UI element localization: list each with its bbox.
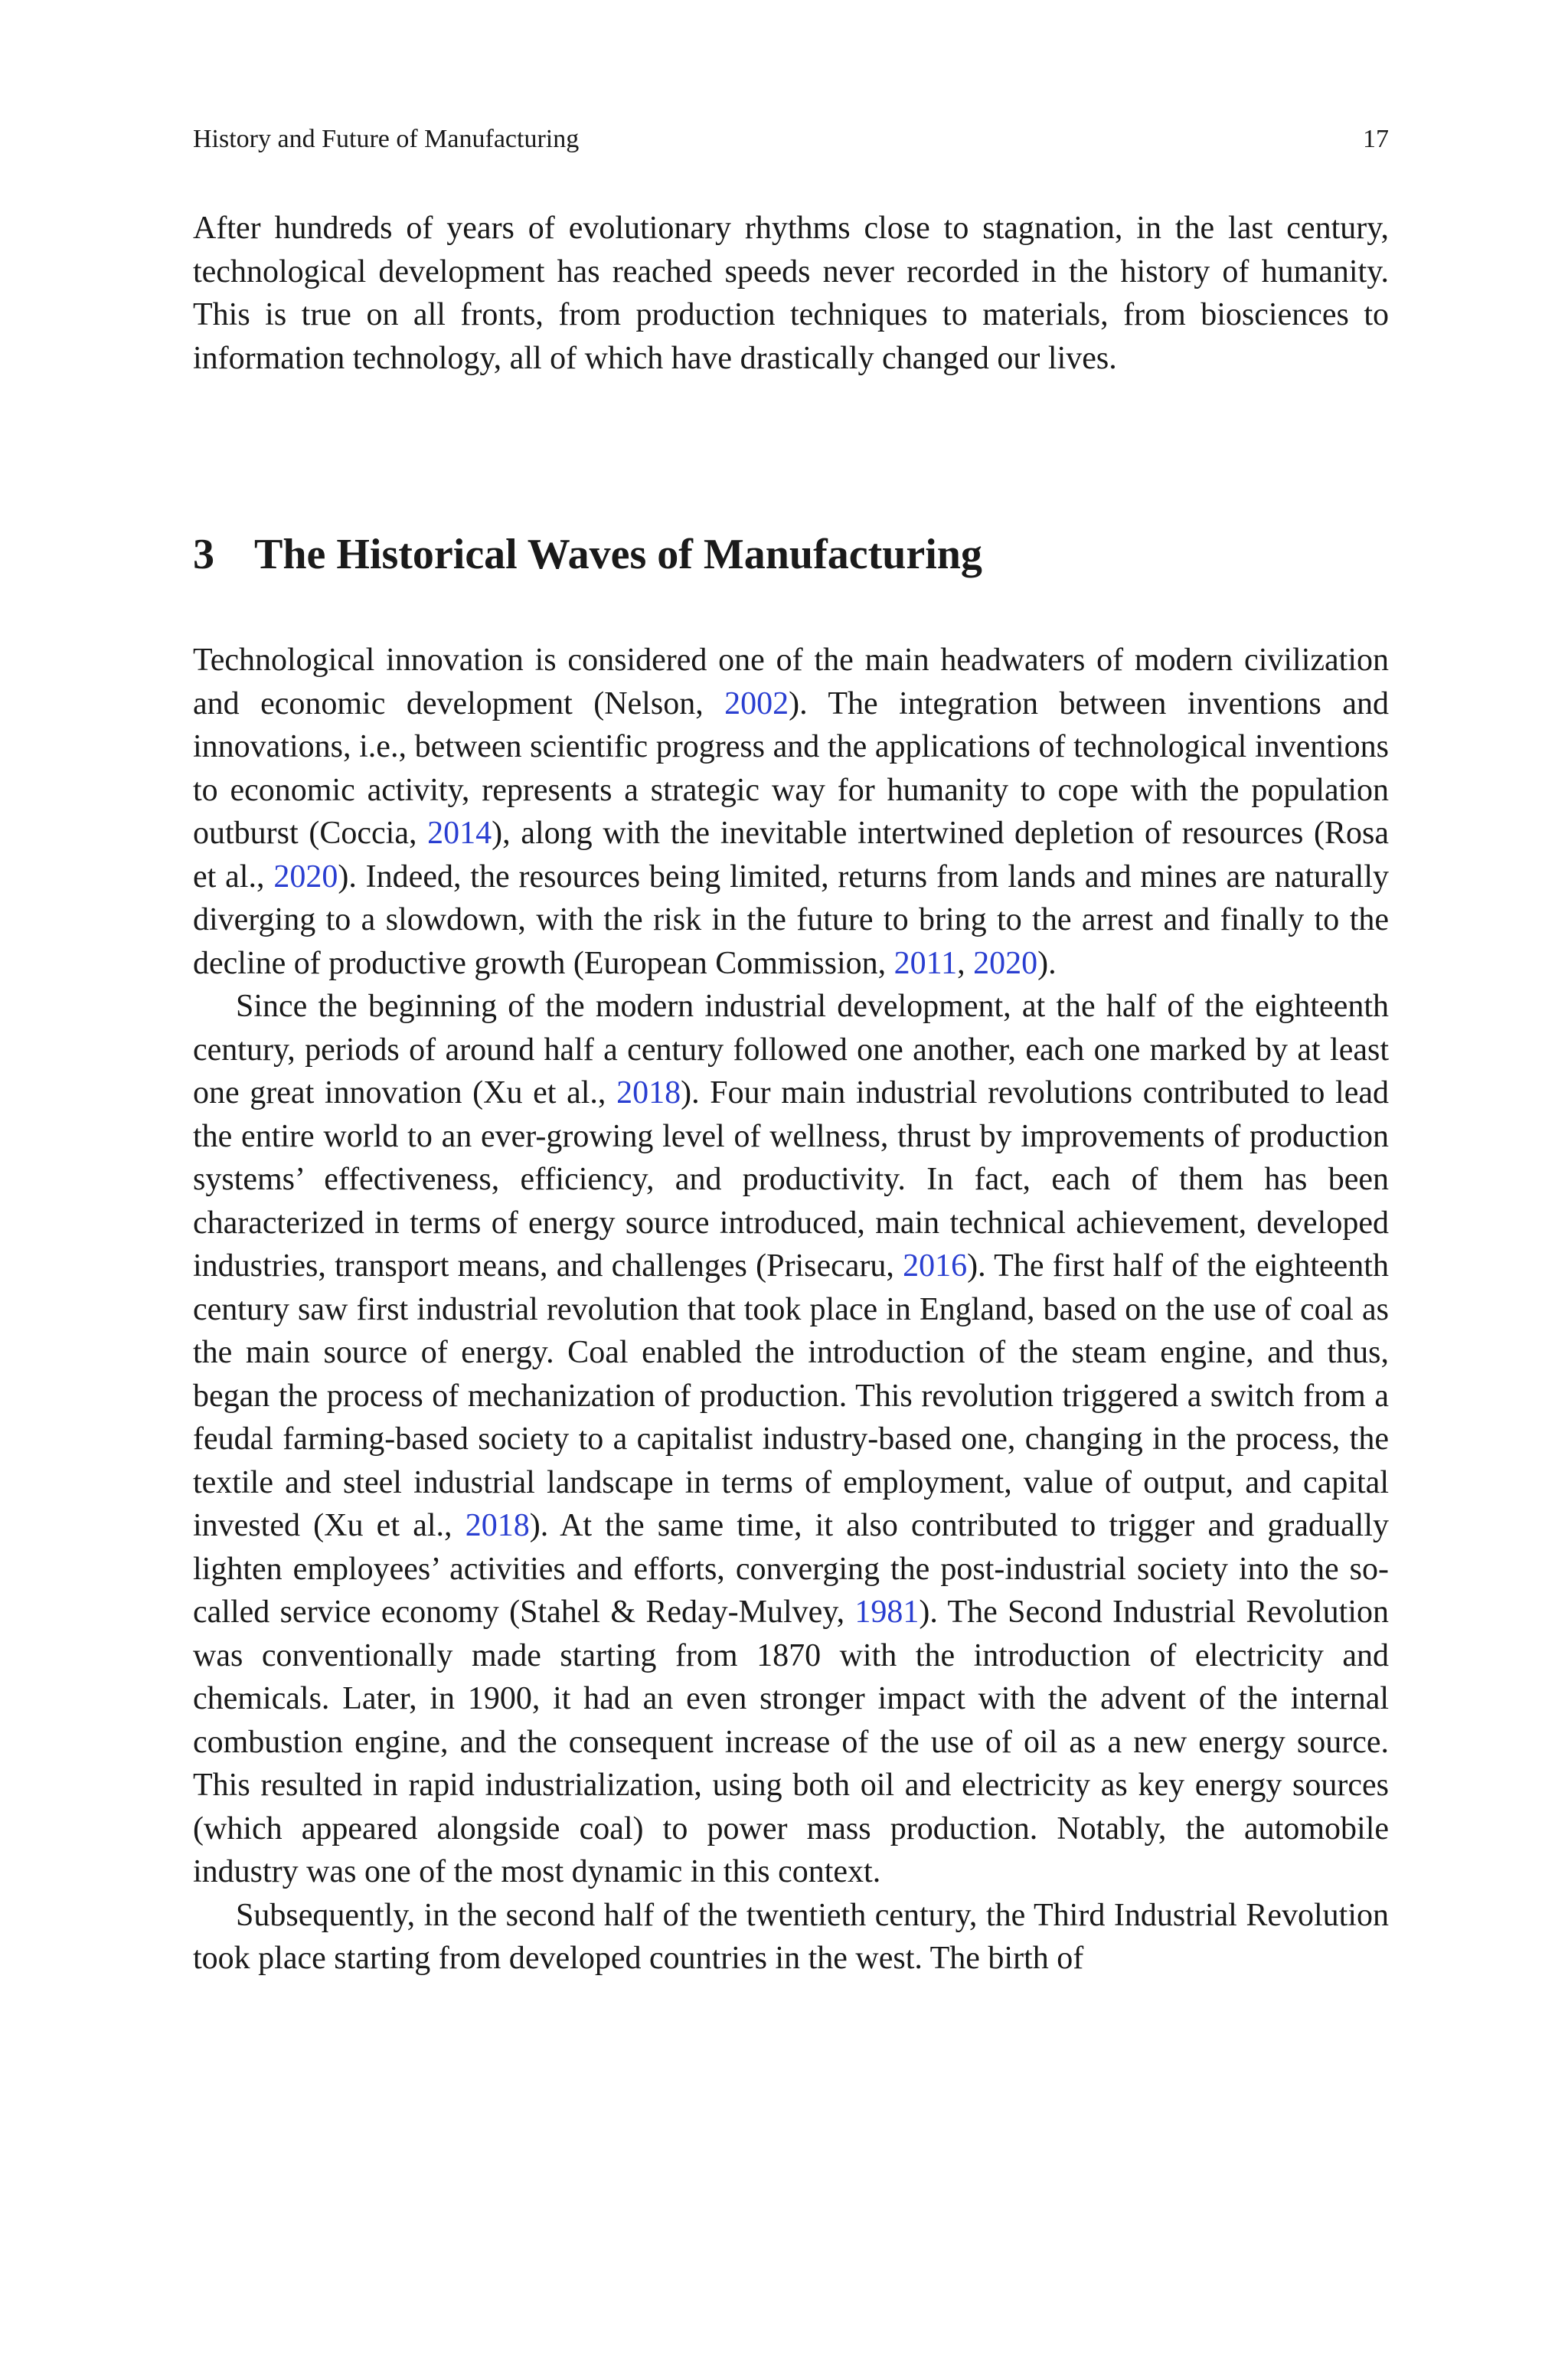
paragraph-text: ). Indeed, the resources being limited, returns from lands and mines are naturally diverging to a slowdown, with the risk in the future to bring to the arrest and finally to the decline of productive growth (European Commission, bbox=[193, 859, 1390, 981]
page-number: 17 bbox=[1363, 125, 1389, 153]
citation-link-rosa-2020[interactable]: 2020 bbox=[273, 859, 338, 895]
citation-link-coccia-2014[interactable]: 2014 bbox=[427, 816, 492, 851]
intro-text-block bbox=[193, 207, 1389, 380]
paragraph-text: Since the beginning of the modern industrial development, at the half of the eighteenth century, periods of around half a century followed one another, each one marked by at least one great innovation (Xu et al., bbox=[193, 989, 1389, 1110]
section-number: 3 bbox=[193, 531, 214, 578]
paragraph-text: ). The Second Industrial Revolution was conventionally made starting from 1870 with the introduction of electricity and chemicals. Later, in 1900, it had an even stronger impact with the advent of the internal combustion engine, and the consequent increase of the use of oil as a new energy source. This resulted in rapid industrialization, using both oil and electricity as key energy sources (which appeared alongside coal) to power mass production. Notably, the automobile industry was one of the most dynamic in this context. bbox=[193, 1595, 1389, 1889]
citation-link-nelson-2002[interactable]: 2002 bbox=[724, 685, 789, 721]
citation-link-ec-2020[interactable]: 2020 bbox=[973, 945, 1038, 981]
paragraph-1 bbox=[193, 639, 1389, 985]
running-header bbox=[193, 124, 1389, 155]
running-title: History and Future of Manufacturing bbox=[193, 125, 580, 153]
paragraph-text: Subsequently, in the second half of the twentieth century, the Third Industrial Revolution took place starting from developed countries in the west. The birth of bbox=[193, 1897, 1389, 1976]
paragraph-text: , bbox=[957, 945, 974, 981]
citation-link-stahel-1981[interactable]: 1981 bbox=[854, 1595, 920, 1630]
paragraph-2 bbox=[193, 985, 1389, 1894]
paragraph-text: ), along with the inevitable intertwined depletion of resources (Rosa et al., bbox=[193, 816, 1389, 895]
paragraph-text: ). bbox=[1037, 945, 1057, 981]
paragraph-text: ). Four main industrial revolutions contributed to lead the entire world to an ever-growing level of wellness, thrust by improvements of production systems’ effectiveness, efficiency, and productivity. In fact, each of them has been characterized in terms of energy source introduced, main technical achievement, developed industries, transport means, and challenges (Prisecaru, bbox=[193, 1075, 1389, 1284]
citation-link-xu-2018[interactable]: 2018 bbox=[616, 1075, 681, 1110]
paragraph-text: Technological innovation is considered one of the main headwaters of modern civilization and economic development (Nelson, bbox=[193, 643, 1389, 721]
paragraph-text: ). The first half of the eighteenth century saw first industrial revolution that took place in England, based on the use of coal as the main source of energy. Coal enabled the introduction of the steam engine, and thus, began the process of mechanization of production. This revolution triggered a switch from a feudal farming-based society to a capitalist industry-based one, changing in the process, the textile and steel industrial landscape in terms of employment, value of output, and capital invested (Xu et al., bbox=[193, 1248, 1389, 1543]
paragraph-3 bbox=[193, 1894, 1389, 1981]
section-title: The Historical Waves of Manufacturing bbox=[254, 531, 982, 578]
paragraph-text: ). The integration between inventions and innovations, i.e., between scientific progress and the applications of technological inventions to economic activity, represents a strategic way for humanity to cope with the population outburst (Coccia, bbox=[193, 685, 1389, 851]
paragraph-text: ). At the same time, it also contributed to trigger and gradually lighten employees’ activities and efforts, converging the post-industrial society into the so-called service economy (Stahel & Reday-Mulvey, bbox=[193, 1508, 1389, 1630]
intro-paragraph: After hundreds of years of evolutionary rhythms close to stagnation, in the last century, technological development has reached speeds never recorded in the history of humanity. This is true on all fronts, from production techniques to materials, from biosciences to information technology, all of which have drastically changed our lives. bbox=[193, 211, 1389, 376]
citation-link-xu-2018-second[interactable]: 2018 bbox=[465, 1508, 530, 1543]
citation-link-ec-2011[interactable]: 2011 bbox=[893, 945, 958, 981]
citation-link-prisecaru-2016[interactable]: 2016 bbox=[903, 1248, 968, 1284]
section-heading bbox=[193, 528, 1389, 581]
section-body bbox=[193, 639, 1389, 1981]
